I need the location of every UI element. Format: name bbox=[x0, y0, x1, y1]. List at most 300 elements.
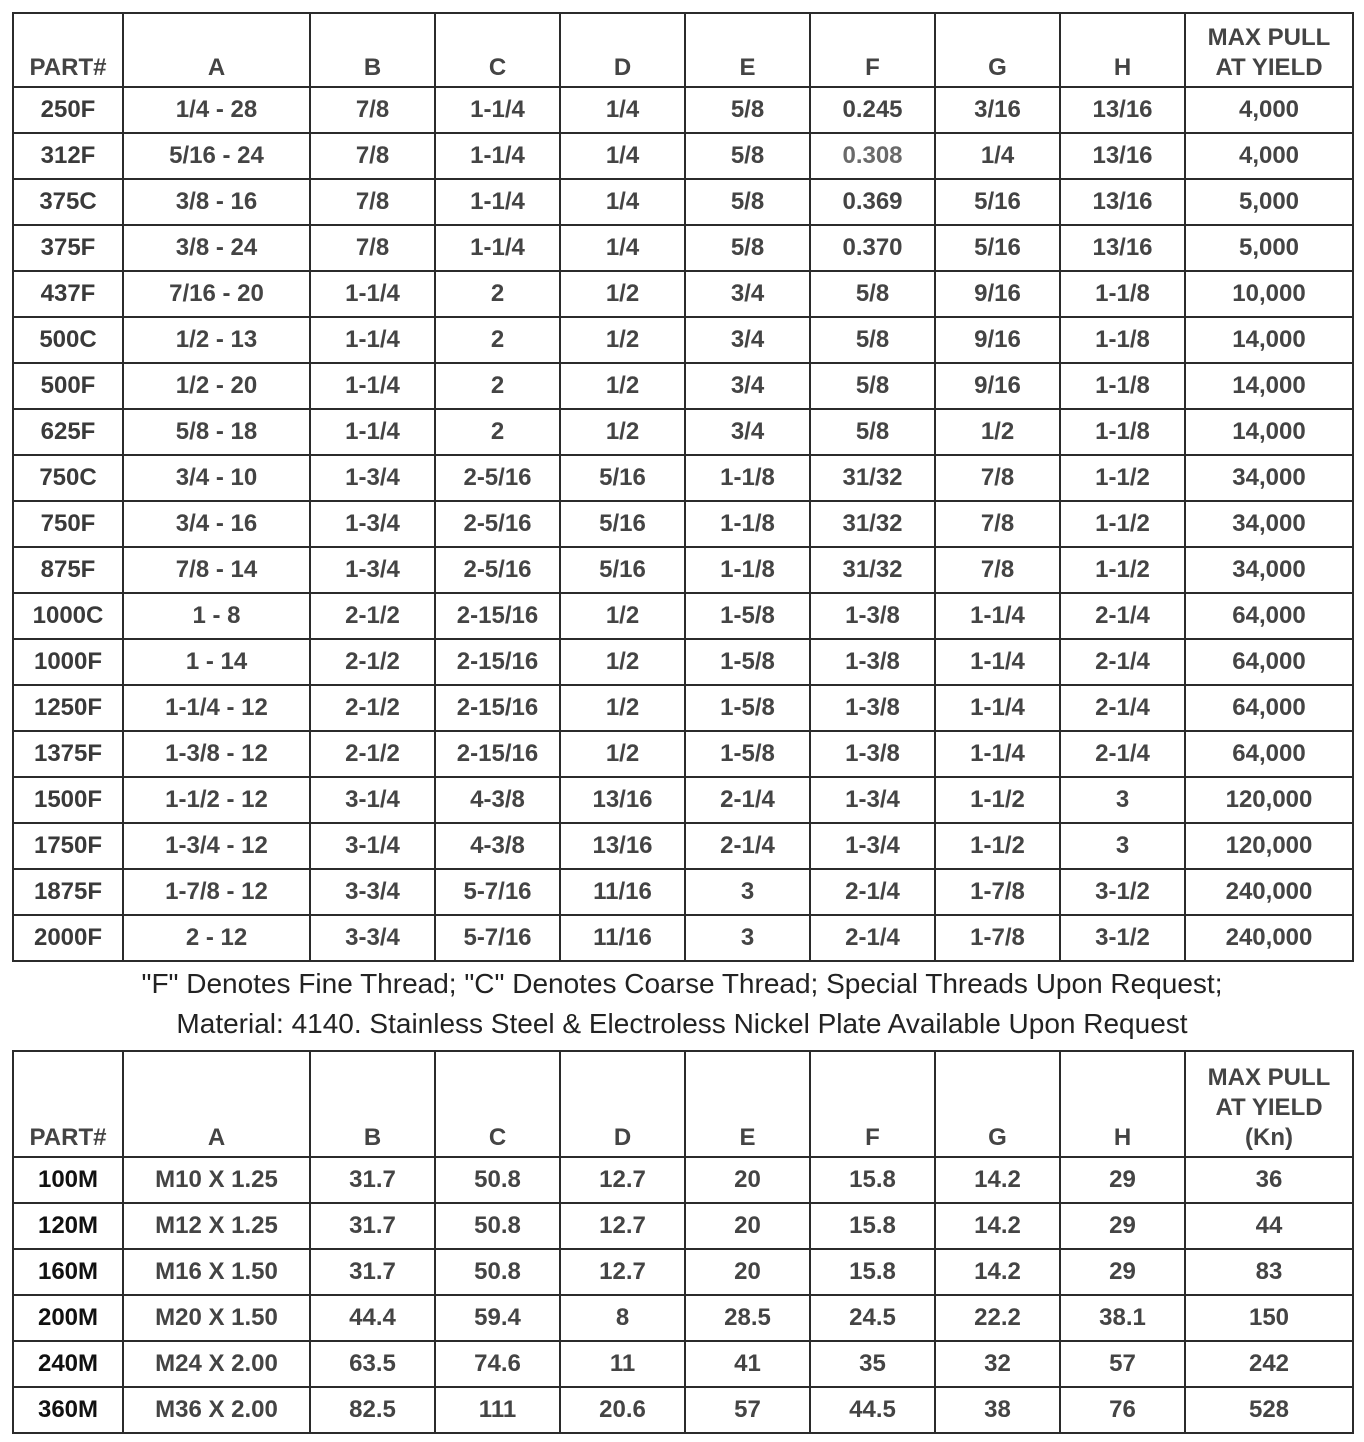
table-cell: 5/8 bbox=[685, 87, 810, 133]
table-cell: 13/16 bbox=[560, 823, 685, 869]
header-d: D bbox=[560, 1051, 685, 1157]
header-part: PART# bbox=[13, 1051, 123, 1157]
table-cell: 1-3/4 bbox=[310, 547, 435, 593]
table-cell: 1-5/8 bbox=[685, 685, 810, 731]
table-row bbox=[13, 1157, 1353, 1203]
table-cell: 5/16 bbox=[560, 455, 685, 501]
part-number-cell: 1000C bbox=[13, 593, 123, 639]
table-cell: 0.369 bbox=[810, 179, 935, 225]
table-cell: 2-1/4 bbox=[685, 777, 810, 823]
table-cell: 1-1/4 bbox=[935, 685, 1060, 731]
table-cell: 31.7 bbox=[310, 1249, 435, 1295]
table-cell: 1-1/2 bbox=[1060, 501, 1185, 547]
table-cell: 1-1/4 bbox=[310, 271, 435, 317]
table-cell: 3/8 - 16 bbox=[123, 179, 310, 225]
metric-table-body bbox=[13, 1157, 1353, 1433]
table-cell: 4,000 bbox=[1185, 87, 1353, 133]
table-row bbox=[13, 685, 1353, 731]
table-row bbox=[13, 363, 1353, 409]
table-cell: 64,000 bbox=[1185, 639, 1353, 685]
table-cell: 12.7 bbox=[560, 1157, 685, 1203]
table-cell: 31/32 bbox=[810, 547, 935, 593]
table-cell: 1-5/8 bbox=[685, 731, 810, 777]
table-row bbox=[13, 1249, 1353, 1295]
table-cell: 44.4 bbox=[310, 1295, 435, 1341]
part-number-cell: 437F bbox=[13, 271, 123, 317]
table-cell: 2-1/2 bbox=[310, 731, 435, 777]
table-cell: 14,000 bbox=[1185, 409, 1353, 455]
table-cell: 7/8 bbox=[310, 179, 435, 225]
header-c: C bbox=[435, 1051, 560, 1157]
table-cell: 2-5/16 bbox=[435, 547, 560, 593]
table-cell: 3-1/4 bbox=[310, 823, 435, 869]
table-cell: 1-1/2 bbox=[1060, 547, 1185, 593]
table-cell: 1-1/8 bbox=[685, 501, 810, 547]
table-cell: 5/16 bbox=[560, 547, 685, 593]
table-cell: 4,000 bbox=[1185, 133, 1353, 179]
part-number-cell: 1875F bbox=[13, 869, 123, 915]
table-cell: 150 bbox=[1185, 1295, 1353, 1341]
table-cell: 5/8 bbox=[685, 133, 810, 179]
table-cell: 34,000 bbox=[1185, 547, 1353, 593]
header-d: D bbox=[560, 13, 685, 87]
table-cell: 1-1/4 bbox=[935, 639, 1060, 685]
table-cell: 5/8 bbox=[810, 363, 935, 409]
table-cell: 7/8 - 14 bbox=[123, 547, 310, 593]
table-cell: 1/2 - 13 bbox=[123, 317, 310, 363]
table-cell: 5/8 bbox=[810, 409, 935, 455]
table-cell: 1-3/8 bbox=[810, 731, 935, 777]
table-cell: 2-15/16 bbox=[435, 731, 560, 777]
table-cell: 1-1/4 - 12 bbox=[123, 685, 310, 731]
table-cell: 1/4 bbox=[560, 179, 685, 225]
part-number-cell: 200M bbox=[13, 1295, 123, 1341]
table-cell: 1-3/4 bbox=[810, 777, 935, 823]
header-h: H bbox=[1060, 1051, 1185, 1157]
header-b: B bbox=[310, 1051, 435, 1157]
table-row bbox=[13, 1295, 1353, 1341]
table-cell: 1-1/4 bbox=[435, 87, 560, 133]
table-row bbox=[13, 271, 1353, 317]
part-number-cell: 1250F bbox=[13, 685, 123, 731]
header-max-pull-line2: AT YIELD bbox=[1215, 1094, 1323, 1121]
header-e: E bbox=[685, 1051, 810, 1157]
table-cell: 1-3/8 bbox=[810, 593, 935, 639]
table-cell: 0.308 bbox=[810, 133, 935, 179]
table-cell: 1/2 bbox=[560, 685, 685, 731]
table-cell: 5/8 bbox=[685, 179, 810, 225]
table-cell: 1-1/2 bbox=[935, 777, 1060, 823]
imperial-dimensions-table bbox=[12, 12, 1354, 962]
table-cell: 34,000 bbox=[1185, 501, 1353, 547]
header-max-pull bbox=[1185, 13, 1353, 87]
table-cell: 34,000 bbox=[1185, 455, 1353, 501]
table-cell: 1 - 8 bbox=[123, 593, 310, 639]
table-cell: 111 bbox=[435, 1387, 560, 1433]
table-cell: 242 bbox=[1185, 1341, 1353, 1387]
table-cell: 1-1/2 bbox=[935, 823, 1060, 869]
table-cell: 1-7/8 bbox=[935, 869, 1060, 915]
table-cell: 9/16 bbox=[935, 271, 1060, 317]
table-cell: 240,000 bbox=[1185, 915, 1353, 961]
table-cell: 2 - 12 bbox=[123, 915, 310, 961]
table-cell: 14,000 bbox=[1185, 317, 1353, 363]
table-cell: 1-1/4 bbox=[435, 179, 560, 225]
thread-notes bbox=[0, 964, 1364, 1044]
table-cell: 11/16 bbox=[560, 869, 685, 915]
table-cell: 1-5/8 bbox=[685, 639, 810, 685]
table-header-row bbox=[13, 13, 1353, 87]
table-cell: 2-1/2 bbox=[310, 639, 435, 685]
table-header-row bbox=[13, 1051, 1353, 1157]
table-cell: M20 X 1.50 bbox=[123, 1295, 310, 1341]
table-cell: 20 bbox=[685, 1157, 810, 1203]
table-cell: 12.7 bbox=[560, 1249, 685, 1295]
table-cell: 2-15/16 bbox=[435, 639, 560, 685]
table-cell: 1-1/4 bbox=[935, 731, 1060, 777]
table-cell: 64,000 bbox=[1185, 731, 1353, 777]
table-cell: 7/8 bbox=[310, 133, 435, 179]
table-cell: 7/8 bbox=[935, 501, 1060, 547]
table-cell: 29 bbox=[1060, 1157, 1185, 1203]
table-cell: 8 bbox=[560, 1295, 685, 1341]
part-number-cell: 120M bbox=[13, 1203, 123, 1249]
table-cell: 5/16 - 24 bbox=[123, 133, 310, 179]
table-cell: 76 bbox=[1060, 1387, 1185, 1433]
table-cell: 31.7 bbox=[310, 1203, 435, 1249]
header-f: F bbox=[810, 13, 935, 87]
table-cell: 1/2 bbox=[560, 593, 685, 639]
table-cell: 22.2 bbox=[935, 1295, 1060, 1341]
table-row bbox=[13, 1203, 1353, 1249]
table-cell: 4-3/8 bbox=[435, 823, 560, 869]
table-cell: 2-1/4 bbox=[1060, 731, 1185, 777]
table-cell: 2-1/4 bbox=[810, 915, 935, 961]
part-number-cell: 500F bbox=[13, 363, 123, 409]
table-cell: 3/16 bbox=[935, 87, 1060, 133]
table-cell: 1 - 14 bbox=[123, 639, 310, 685]
table-cell: 2-1/2 bbox=[310, 685, 435, 731]
table-row bbox=[13, 731, 1353, 777]
table-cell: 120,000 bbox=[1185, 777, 1353, 823]
table-cell: 14.2 bbox=[935, 1249, 1060, 1295]
table-cell: 1/2 bbox=[560, 409, 685, 455]
table-cell: 5-7/16 bbox=[435, 869, 560, 915]
table-cell: 1-7/8 bbox=[935, 915, 1060, 961]
table-cell: 2-15/16 bbox=[435, 685, 560, 731]
table-cell: 1-1/4 bbox=[310, 363, 435, 409]
part-number-cell: 1500F bbox=[13, 777, 123, 823]
table-cell: 13/16 bbox=[1060, 87, 1185, 133]
header-g: G bbox=[935, 1051, 1060, 1157]
table-cell: 2-15/16 bbox=[435, 593, 560, 639]
table-cell: 1/2 bbox=[935, 409, 1060, 455]
table-row bbox=[13, 455, 1353, 501]
table-cell: 2-1/4 bbox=[810, 869, 935, 915]
part-number-cell: 875F bbox=[13, 547, 123, 593]
table-cell: 32 bbox=[935, 1341, 1060, 1387]
header-c: C bbox=[435, 13, 560, 87]
table-cell: 1-3/4 - 12 bbox=[123, 823, 310, 869]
table-cell: 3/4 - 16 bbox=[123, 501, 310, 547]
table-cell: 1/2 bbox=[560, 363, 685, 409]
table-cell: 38.1 bbox=[1060, 1295, 1185, 1341]
table-cell: 5,000 bbox=[1185, 179, 1353, 225]
table-cell: 64,000 bbox=[1185, 685, 1353, 731]
part-number-cell: 250F bbox=[13, 87, 123, 133]
table-cell: 1-1/4 bbox=[435, 225, 560, 271]
table-cell: 9/16 bbox=[935, 363, 1060, 409]
table-cell: 1-1/4 bbox=[935, 593, 1060, 639]
table-row bbox=[13, 179, 1353, 225]
table-cell: 1/2 bbox=[560, 317, 685, 363]
table-cell: 5/8 bbox=[810, 317, 935, 363]
note-line-1: "F" Denotes Fine Thread; "C" Denotes Coarse Thread; Special Threads Upon Request; bbox=[141, 968, 1223, 999]
part-number-cell: 160M bbox=[13, 1249, 123, 1295]
part-number-cell: 2000F bbox=[13, 915, 123, 961]
table-cell: 5/8 bbox=[810, 271, 935, 317]
table-cell: 3/4 bbox=[685, 409, 810, 455]
table-cell: 1-1/8 bbox=[1060, 317, 1185, 363]
table-cell: 9/16 bbox=[935, 317, 1060, 363]
table-cell: 13/16 bbox=[1060, 179, 1185, 225]
table-cell: 5/8 - 18 bbox=[123, 409, 310, 455]
table-cell: 31/32 bbox=[810, 455, 935, 501]
table-cell: 1/2 bbox=[560, 639, 685, 685]
table-cell: 3/4 bbox=[685, 363, 810, 409]
table-cell: 1-1/2 bbox=[1060, 455, 1185, 501]
table-cell: 50.8 bbox=[435, 1249, 560, 1295]
table-row bbox=[13, 869, 1353, 915]
table-cell: 12.7 bbox=[560, 1203, 685, 1249]
table-cell: 29 bbox=[1060, 1249, 1185, 1295]
table-cell: 2 bbox=[435, 317, 560, 363]
table-cell: 5,000 bbox=[1185, 225, 1353, 271]
part-number-cell: 1750F bbox=[13, 823, 123, 869]
table-cell: 3-1/2 bbox=[1060, 915, 1185, 961]
table-cell: 1-1/4 bbox=[310, 409, 435, 455]
table-cell: M16 X 1.50 bbox=[123, 1249, 310, 1295]
table-cell: 3-1/4 bbox=[310, 777, 435, 823]
table-cell: 240,000 bbox=[1185, 869, 1353, 915]
table-cell: 1/2 - 20 bbox=[123, 363, 310, 409]
table-cell: 1-3/8 - 12 bbox=[123, 731, 310, 777]
header-g: G bbox=[935, 13, 1060, 87]
table-cell: 28.5 bbox=[685, 1295, 810, 1341]
table-cell: 10,000 bbox=[1185, 271, 1353, 317]
table-cell: 13/16 bbox=[1060, 225, 1185, 271]
table-cell: 2 bbox=[435, 409, 560, 455]
part-number-cell: 312F bbox=[13, 133, 123, 179]
table-cell: 14.2 bbox=[935, 1157, 1060, 1203]
table-cell: 3-1/2 bbox=[1060, 869, 1185, 915]
table-cell: 1-1/4 bbox=[310, 317, 435, 363]
part-number-cell: 240M bbox=[13, 1341, 123, 1387]
table-cell: 82.5 bbox=[310, 1387, 435, 1433]
table-cell: 38 bbox=[935, 1387, 1060, 1433]
table-row bbox=[13, 133, 1353, 179]
table-cell: 5/16 bbox=[935, 179, 1060, 225]
table-cell: 3 bbox=[1060, 823, 1185, 869]
header-f: F bbox=[810, 1051, 935, 1157]
header-b: B bbox=[310, 13, 435, 87]
table-cell: 3 bbox=[685, 915, 810, 961]
table-cell: 2-1/4 bbox=[1060, 593, 1185, 639]
table-cell: 15.8 bbox=[810, 1157, 935, 1203]
table-row bbox=[13, 317, 1353, 363]
note-line-2: Material: 4140. Stainless Steel & Electroless Nickel Plate Available Upon Request bbox=[176, 1008, 1188, 1039]
table-cell: M36 X 2.00 bbox=[123, 1387, 310, 1433]
part-number-cell: 500C bbox=[13, 317, 123, 363]
table-cell: 2-5/16 bbox=[435, 501, 560, 547]
part-number-cell: 375F bbox=[13, 225, 123, 271]
table-cell: 1/4 bbox=[560, 87, 685, 133]
table-cell: 5-7/16 bbox=[435, 915, 560, 961]
table-cell: 3/4 bbox=[685, 317, 810, 363]
table-row bbox=[13, 915, 1353, 961]
table-cell: 0.370 bbox=[810, 225, 935, 271]
table-cell: 83 bbox=[1185, 1249, 1353, 1295]
table-row bbox=[13, 501, 1353, 547]
table-cell: 1-1/8 bbox=[685, 547, 810, 593]
table-cell: 5/8 bbox=[685, 225, 810, 271]
header-max-pull-line2: AT YIELD bbox=[1215, 54, 1323, 81]
header-a: A bbox=[123, 13, 310, 87]
table-cell: 41 bbox=[685, 1341, 810, 1387]
table-cell: 3-3/4 bbox=[310, 915, 435, 961]
table-cell: 15.8 bbox=[810, 1249, 935, 1295]
header-max-pull-kn bbox=[1185, 1051, 1353, 1157]
table-cell: 74.6 bbox=[435, 1341, 560, 1387]
table-cell: 14.2 bbox=[935, 1203, 1060, 1249]
table-cell: 7/8 bbox=[310, 225, 435, 271]
table-cell: 13/16 bbox=[560, 777, 685, 823]
table-cell: 3/4 - 10 bbox=[123, 455, 310, 501]
part-number-cell: 360M bbox=[13, 1387, 123, 1433]
table-cell: 1/4 - 28 bbox=[123, 87, 310, 133]
table-cell: 31/32 bbox=[810, 501, 935, 547]
table-cell: 2-1/4 bbox=[1060, 639, 1185, 685]
table-cell: 1/2 bbox=[560, 271, 685, 317]
table-cell: 1-3/4 bbox=[810, 823, 935, 869]
table-row bbox=[13, 547, 1353, 593]
table-cell: 7/8 bbox=[935, 547, 1060, 593]
table-cell: 24.5 bbox=[810, 1295, 935, 1341]
table-cell: 13/16 bbox=[1060, 133, 1185, 179]
table-cell: 1-7/8 - 12 bbox=[123, 869, 310, 915]
table-cell: 3/8 - 24 bbox=[123, 225, 310, 271]
part-number-cell: 375C bbox=[13, 179, 123, 225]
table-cell: 2 bbox=[435, 271, 560, 317]
table-cell: 5/16 bbox=[935, 225, 1060, 271]
table-cell: 1-1/8 bbox=[1060, 363, 1185, 409]
table-row bbox=[13, 1341, 1353, 1387]
table-cell: 3/4 bbox=[685, 271, 810, 317]
table-cell: 7/8 bbox=[310, 87, 435, 133]
table-cell: 1/4 bbox=[560, 225, 685, 271]
table-cell: 44 bbox=[1185, 1203, 1353, 1249]
table-row bbox=[13, 225, 1353, 271]
table-cell: 59.4 bbox=[435, 1295, 560, 1341]
table-cell: 5/16 bbox=[560, 501, 685, 547]
header-max-pull-line3: (Kn) bbox=[1245, 1124, 1293, 1151]
header-a: A bbox=[123, 1051, 310, 1157]
table-cell: 1-1/8 bbox=[685, 455, 810, 501]
table-cell: 528 bbox=[1185, 1387, 1353, 1433]
table-cell: 15.8 bbox=[810, 1203, 935, 1249]
table-cell: 14,000 bbox=[1185, 363, 1353, 409]
table-cell: 50.8 bbox=[435, 1203, 560, 1249]
table-cell: 11/16 bbox=[560, 915, 685, 961]
table-cell: 50.8 bbox=[435, 1157, 560, 1203]
part-number-cell: 750F bbox=[13, 501, 123, 547]
header-e: E bbox=[685, 13, 810, 87]
table-row bbox=[13, 87, 1353, 133]
table-cell: M10 X 1.25 bbox=[123, 1157, 310, 1203]
table-cell: 1/4 bbox=[935, 133, 1060, 179]
table-row bbox=[13, 1387, 1353, 1433]
table-cell: M12 X 1.25 bbox=[123, 1203, 310, 1249]
table-cell: 29 bbox=[1060, 1203, 1185, 1249]
table-cell: 57 bbox=[685, 1387, 810, 1433]
table-cell: 1-3/8 bbox=[810, 685, 935, 731]
table-cell: 7/16 - 20 bbox=[123, 271, 310, 317]
table-cell: 3 bbox=[1060, 777, 1185, 823]
table-cell: 44.5 bbox=[810, 1387, 935, 1433]
table-row bbox=[13, 823, 1353, 869]
table-row bbox=[13, 777, 1353, 823]
table-cell: 3 bbox=[685, 869, 810, 915]
table-cell: 1/2 bbox=[560, 731, 685, 777]
table-cell: 4-3/8 bbox=[435, 777, 560, 823]
table-cell: 36 bbox=[1185, 1157, 1353, 1203]
table-cell: 1-1/2 - 12 bbox=[123, 777, 310, 823]
table-cell: 2-1/4 bbox=[685, 823, 810, 869]
table-row bbox=[13, 639, 1353, 685]
table-row bbox=[13, 593, 1353, 639]
table-cell: 1-1/4 bbox=[435, 133, 560, 179]
table-cell: 20 bbox=[685, 1249, 810, 1295]
table-cell: 20.6 bbox=[560, 1387, 685, 1433]
part-number-cell: 100M bbox=[13, 1157, 123, 1203]
part-number-cell: 1375F bbox=[13, 731, 123, 777]
table-cell: 2-5/16 bbox=[435, 455, 560, 501]
header-max-pull-line1: MAX PULL bbox=[1207, 24, 1331, 51]
table-cell: 1-1/8 bbox=[1060, 409, 1185, 455]
imperial-table-body bbox=[13, 87, 1353, 961]
table-cell: 1-3/8 bbox=[810, 639, 935, 685]
table-cell: 2-1/4 bbox=[1060, 685, 1185, 731]
metric-dimensions-table bbox=[12, 1050, 1354, 1434]
table-cell: 63.5 bbox=[310, 1341, 435, 1387]
table-cell: 1-1/8 bbox=[1060, 271, 1185, 317]
table-cell: 1-3/4 bbox=[310, 501, 435, 547]
part-number-cell: 625F bbox=[13, 409, 123, 455]
header-max-pull-line1: MAX PULL bbox=[1207, 1064, 1331, 1091]
table-cell: 7/8 bbox=[935, 455, 1060, 501]
table-cell: 1/4 bbox=[560, 133, 685, 179]
table-cell: 64,000 bbox=[1185, 593, 1353, 639]
table-cell: 1-5/8 bbox=[685, 593, 810, 639]
table-cell: 120,000 bbox=[1185, 823, 1353, 869]
table-row bbox=[13, 409, 1353, 455]
table-cell: M24 X 2.00 bbox=[123, 1341, 310, 1387]
header-part: PART# bbox=[13, 13, 123, 87]
table-cell: 2-1/2 bbox=[310, 593, 435, 639]
header-h: H bbox=[1060, 13, 1185, 87]
table-cell: 57 bbox=[1060, 1341, 1185, 1387]
table-cell: 31.7 bbox=[310, 1157, 435, 1203]
